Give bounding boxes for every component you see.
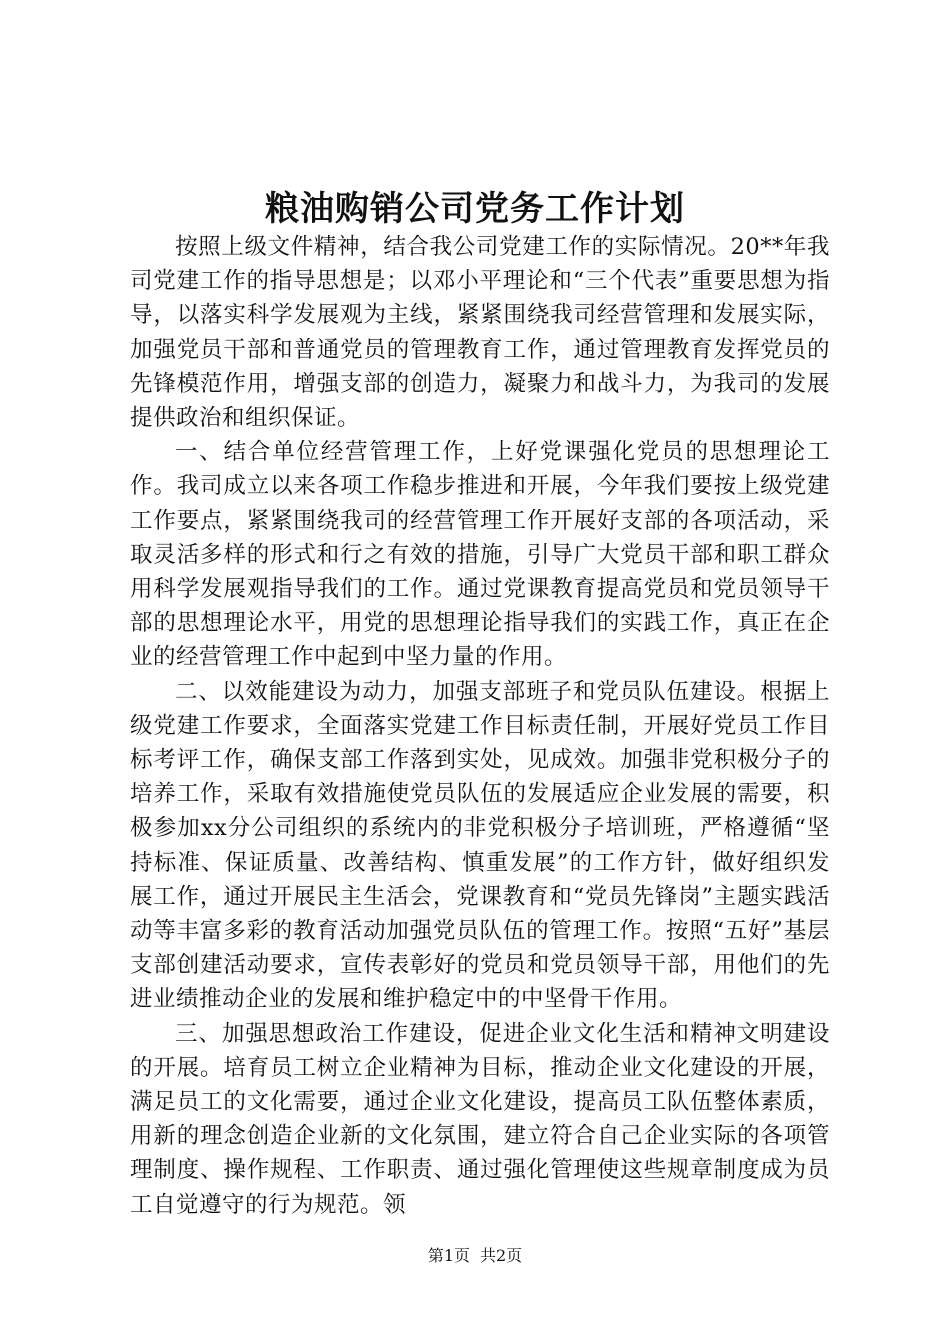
- page-total: 共2页: [480, 1246, 523, 1265]
- page-footer: [0, 1245, 950, 1267]
- paragraph-section-2: 二、以效能建设为动力，加强支部班子和党员队伍建设。根据上级党建工作要求，全面落实党建工作目标责任制，开展好党员工作目标考评工作，确保支部工作落到实处，见成效。加强非党积极分子的培养工作，采取有效措施使党员队伍的发展适应企业发展的需要，积极参加xx分公司组织的系统内的非党积极分子培训班，严格遵循“坚持标准、保证质量、改善结构、慎重发展”的工作方针，做好组织发展工作，通过开展民主生活会，党课教育和“党员先锋岗”主题实践活动等丰富多彩的教育活动加强党员队伍的管理工作。按照“五好”基层支部创建活动要求，宣传表彰好的党员和党员领导干部，用他们的先进业绩推动企业的发展和维护稳定中的中坚骨干作用。: [130, 678, 830, 1013]
- document-title: 粮油购销公司党务工作计划: [265, 189, 685, 229]
- document-body: [130, 230, 830, 1222]
- page-number: 第1页: [427, 1246, 470, 1265]
- paragraph-section-1: 一、结合单位经营管理工作，上好党课强化党员的思想理论工作。我司成立以来各项工作稳步推进和开展，今年我们要按上级党建工作要点，紧紧围绕我司的经营管理工作开展好支部的各项活动，采取灵活多样的形式和行之有效的措施，引导广大党员干部和职工群众用科学发展观指导我们的工作。通过党课教育提高党员和党员领导干部的思想理论水平，用党的思想理论指导我们的实践工作，真正在企业的经营管理工作中起到中坚力量的作用。: [130, 439, 830, 671]
- paragraph-section-3: 三、加强思想政治工作建设，促进企业文化生活和精神文明建设的开展。培育员工树立企业精神为目标，推动企业文化建设的开展，满足员工的文化需要，通过企业文化建设，提高员工队伍整体素质，用新的理念创造企业新的文化氛围，建立符合自己企业实际的各项管理制度、操作规程、工作职责、通过强化管理使这些规章制度成为员工自觉遵守的行为规范。领: [130, 1020, 830, 1218]
- paragraph-intro: 按照上级文件精神，结合我公司党建工作的实际情况。20**年我司党建工作的指导思想是；以邓小平理论和“三个代表”重要思想为指导，以落实科学发展观为主线，紧紧围绕我司经营管理和发展实际，加强党员干部和普通党员的管理教育工作，通过管理教育发挥党员的先锋模范作用，增强支部的创造力，凝聚力和战斗力，为我司的发展提供政治和组织保证。: [130, 234, 830, 432]
